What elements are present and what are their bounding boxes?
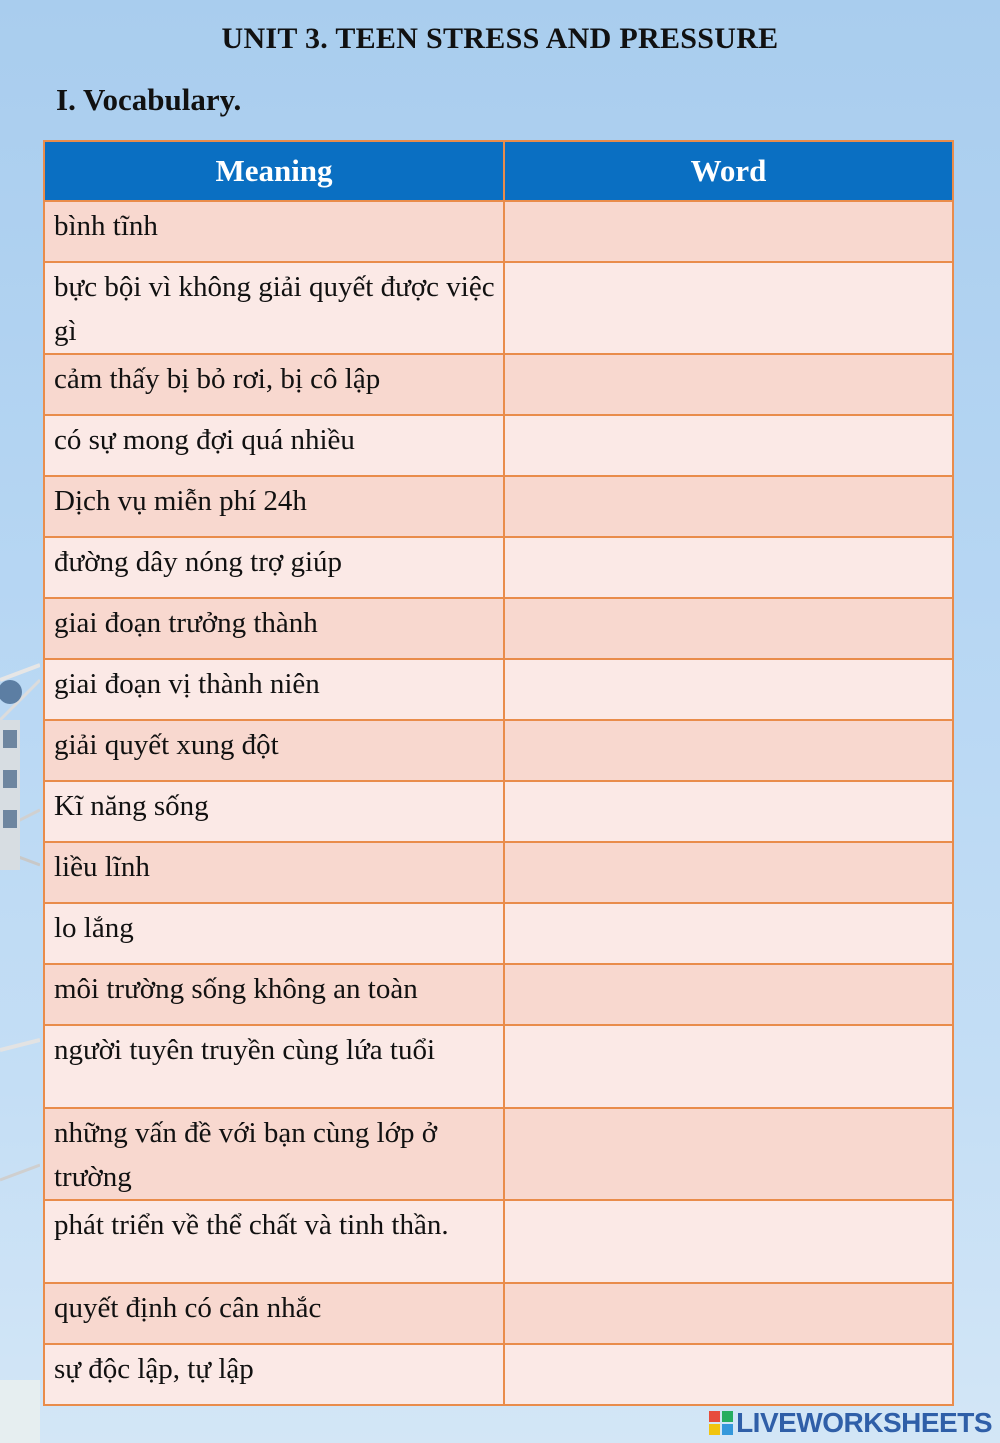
word-answer-field[interactable] [504, 201, 953, 262]
meaning-cell: có sự mong đợi quá nhiều [44, 415, 504, 476]
meaning-cell: liều lĩnh [44, 842, 504, 903]
word-answer-field[interactable] [504, 1344, 953, 1405]
table-row [44, 415, 953, 476]
meaning-cell: bực bội vì không giải quyết được việc gì [44, 262, 504, 354]
table-row [44, 659, 953, 720]
word-answer-field[interactable] [504, 598, 953, 659]
table-row [44, 1283, 953, 1344]
background-ferris-wheel [0, 660, 40, 1443]
meaning-cell: Dịch vụ miễn phí 24h [44, 476, 504, 537]
liveworksheets-logo[interactable] [709, 1407, 992, 1439]
column-header-word: Word [504, 141, 953, 201]
word-answer-field[interactable] [504, 415, 953, 476]
word-answer-field[interactable] [504, 537, 953, 598]
section-heading: I. Vocabulary. [56, 82, 242, 117]
worksheet-title: UNIT 3. TEEN STRESS AND PRESSURE [221, 22, 779, 55]
word-answer-field[interactable] [504, 842, 953, 903]
table-row [44, 964, 953, 1025]
meaning-cell: sự độc lập, tự lập [44, 1344, 504, 1405]
meaning-cell: Kĩ năng sống [44, 781, 504, 842]
meaning-cell: bình tĩnh [44, 201, 504, 262]
word-answer-field[interactable] [504, 720, 953, 781]
table-row [44, 903, 953, 964]
word-answer-field[interactable] [504, 964, 953, 1025]
liveworksheets-logo-icon [709, 1411, 733, 1435]
table-row [44, 1025, 953, 1108]
word-answer-field[interactable] [504, 1025, 953, 1108]
table-row [44, 720, 953, 781]
word-answer-field[interactable] [504, 262, 953, 354]
word-answer-field[interactable] [504, 1283, 953, 1344]
meaning-cell: môi trường sống không an toàn [44, 964, 504, 1025]
word-answer-field[interactable] [504, 354, 953, 415]
table-row [44, 781, 953, 842]
logo-text: LIVEWORKSHEETS [736, 1407, 992, 1438]
table-row [44, 598, 953, 659]
table-row [44, 537, 953, 598]
table-row [44, 842, 953, 903]
word-answer-field[interactable] [504, 1200, 953, 1283]
table-row [44, 201, 953, 262]
meaning-cell: quyết định có cân nhắc [44, 1283, 504, 1344]
word-answer-field[interactable] [504, 476, 953, 537]
meaning-cell: giai đoạn trưởng thành [44, 598, 504, 659]
column-header-meaning: Meaning [44, 141, 504, 201]
word-answer-field[interactable] [504, 1108, 953, 1200]
table-row [44, 1344, 953, 1405]
table-row [44, 1108, 953, 1200]
meaning-cell: phát triển về thể chất và tinh thần. [44, 1200, 504, 1283]
word-answer-field[interactable] [504, 903, 953, 964]
word-answer-field[interactable] [504, 659, 953, 720]
meaning-cell: giai đoạn vị thành niên [44, 659, 504, 720]
meaning-cell: giải quyết xung đột [44, 720, 504, 781]
word-answer-field[interactable] [504, 781, 953, 842]
meaning-cell: đường dây nóng trợ giúp [44, 537, 504, 598]
table-row [44, 1200, 953, 1283]
meaning-cell: cảm thấy bị bỏ rơi, bị cô lập [44, 354, 504, 415]
table-header-row [44, 141, 953, 201]
table-row [44, 476, 953, 537]
meaning-cell: người tuyên truyền cùng lứa tuổi [44, 1025, 504, 1108]
vocabulary-table [43, 140, 954, 1406]
meaning-cell: lo lắng [44, 903, 504, 964]
meaning-cell: những vấn đề với bạn cùng lớp ở trường [44, 1108, 504, 1200]
table-row [44, 354, 953, 415]
table-row [44, 262, 953, 354]
